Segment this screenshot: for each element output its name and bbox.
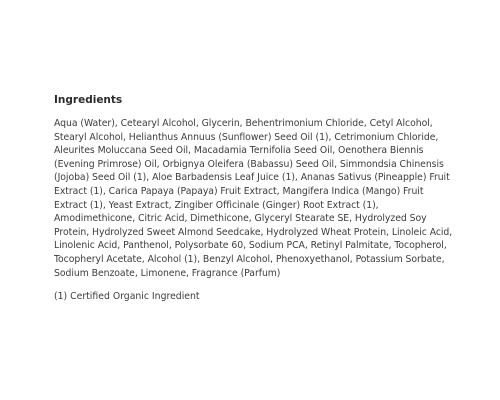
- organic-footnote: (1) Certified Organic Ingredient: [54, 291, 200, 303]
- ingredients-section: [54, 93, 454, 304]
- ingredients-list: Aqua (Water), Cetearyl Alcohol, Glycerin, Behentrimonium Chloride, Cetyl Alcohol, Stearyl Alcohol, Helianthus Annuus (Sunflower) Seed Oil (1), Cetrimonium Chloride, Aleurites Moluccana Seed Oil, Macadamia Ternifolia Seed Oil, Oenothera Biennis (Evening Primrose) Oil, Orbignya Oleifera (Babassu) Seed Oil, Simmondsia Chinensis (Jojoba) Seed Oil (1), Aloe Barbadensis Leaf Juice (1), Ananas Sativus (Pineapple) Fruit Extract (1), Carica Papaya (Papaya) Fruit Extract, Mangifera Indica (Mango) Fruit Extract (1), Yeast Extract, Zingiber Officinale (Ginger) Root Extract (1), Amodimethicone, Citric Acid, Dimethicone, Glyceryl Stearate SE, Hydrolyzed Soy Protein, Hydrolyzed Sweet Almond Seedcake, Hydrolyzed Wheat Protein, Linoleic Acid, Linolenic Acid, Panthenol, Polysorbate 60, Sodium PCA, Retinyl Palmitate, Tocopherol, Tocopheryl Acetate, Alcohol (1), Benzyl Alcohol, Phenoxyethanol, Potassium Sorbate, Sodium Benzoate, Limonene, Fragrance (Parfum): [54, 118, 453, 279]
- ingredients-heading: Ingredients: [54, 94, 123, 106]
